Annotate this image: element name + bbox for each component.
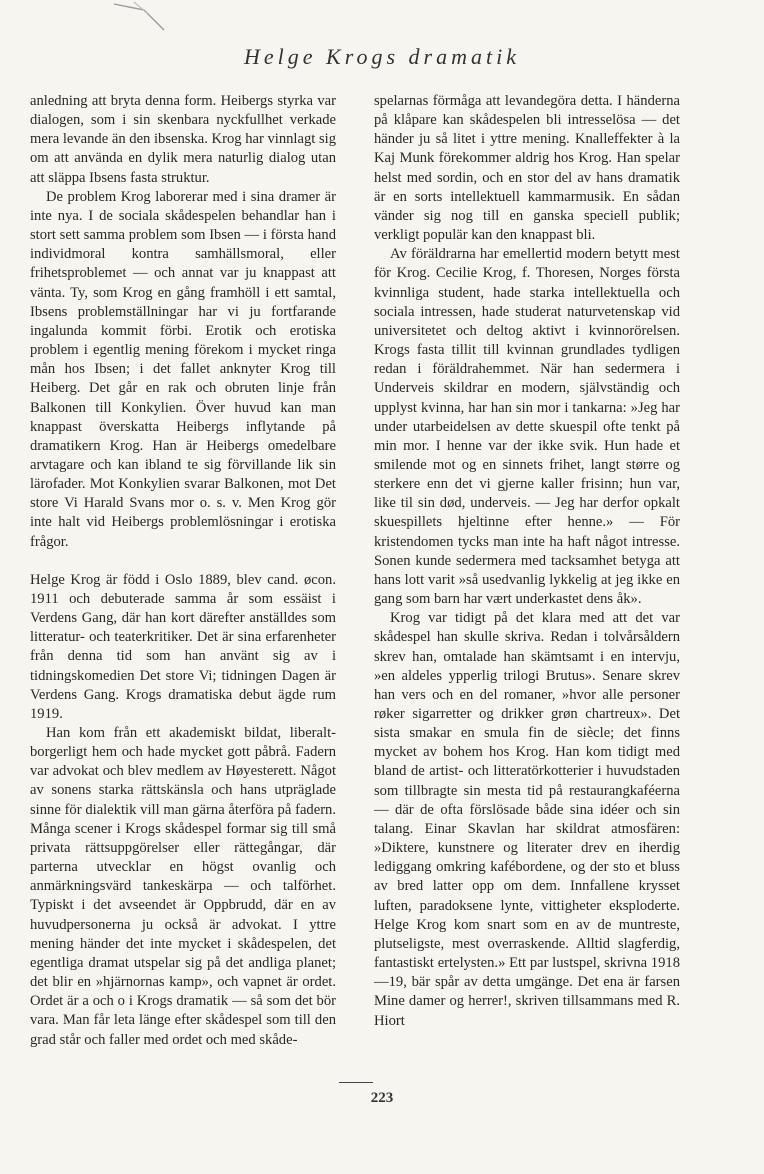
right-paragraph-2: Av föräldrarna har emellertid modern betytt mest för Krog. Cecilie Krog, f. Thoresen, Norges första kvinnliga student, hade starka intellektuella och sociala intressen, hade studerat naturvetenskap vid universitetet och deltog aktivt i kvinnorörelsen. Krogs fasta tillit till kvinnan grundlades tydligen redan i föräldrahemmet. När han sedermera i Underveis skildrar en modern, självständig och upplyst kvinna, har han sin mor i tankarna: »Jeg har under utarbeidelsen av dette skuespil ofte tenkt på min mor. I henne var der ikke svik. Hun hade et smilende mot og en sinnets frihet, langt større og sterkere enn det vi gjerne kaller frisinn; hun var, like til sin død, underveis. — Jeg har derfor opkalt skuespillets hjeltinne efter henne.» — För kristendomen tycks man inte ha haft något intresse. Sonen kunde sedermera med tacksamhet betyga att hans lott varit »så usedvanlig lykkelig at jeg ikke en gang som barn har vært underkastet dens åk». (374, 246, 680, 608)
footer-rule (339, 1082, 373, 1083)
left-paragraph-1: anledning att bryta denna form. Heibergs styrka var dialogen, som i sin skenbara nyckfullhet verkade mera levande än den ibsenska. Krog har vinnlagt sig om att använda en dylik mera naturlig dialog utan att släppa Ibsens fasta struktur. (30, 93, 336, 186)
running-header: Helge Krogs dramatik (244, 44, 520, 69)
left-column (30, 92, 336, 1050)
scan-mark-icon (104, 0, 184, 40)
left-paragraph-2: De problem Krog laborerar med i sina dramer är inte nya. I de sociala skådespelen behandlar han i stort sett samma problem som Ibsen — i första hand individmoral kontra samhällsmoral, eller frihetsproblemet — och annat var ju knappast att vänta. Ty, som Krog en gång framhöll i ett samtal, Ibsens problemställningar har vi ju fortfarande ingalunda kommit förbi. Erotik och erotiska problem i egentlig mening förekom i mycket ringa mån hos Ibsen; i det fallet anknyter Krog till Heiberg. Det går en rak och obruten linje från Balkonen till Konkylien. Över huvud kan man knappast överskatta Heibergs inflytande på dramatikern Krog. Han är Heibergs omedelbare arvtagare och kan ibland te sig förvillande lik sin lärofader. Mot Konkylien svarar Balkonen, mot Det store Vi Harald Svans mor o. s. v. Men Krog gör inte halt vid Heibergs problemlösningar i erotiska frågor. (30, 188, 336, 550)
page-number: 223 (370, 1090, 394, 1106)
right-paragraph-3: Krog var tidigt på det klara med att det var skådespel han skulle skriva. Redan i tolvårsåldern skrev han, omtalade han skämtsamt i en intervju, »en aldeles ypperlig trilogi Brutus». Senare skrev han vers och en del romaner, »hvor alle personer røker sigarretter og drikker grøn chartreux». Det sista smakar en smula fin de siècle; det finns mycket av bohem hos Krog. Han kom tidigt med bland de artist- och litteratörkotterier i huvudstaden som tillbragte sin mesta tid på restaurangkaféerna — där de ofta förslösade både sina idéer och sin talang. Einar Skavlan har skildrat atmosfären: »Diktere, kunstnere og literater drev en iherdig lediggang omkring kafébordene, og der sto et bluss av bred latter opp om dem. Innfallene krysset luften, paradoksene lynte, vittigheter eksploderte. Helge Krog kom snart som en av de muntreste, plutseligste, mest overraskende. Alltid slagferdig, fantastiskt ertelysten.» Ett par lustspel, skrivna 1918—19, bär spår av detta umgänge. Det ena är farsen Mine damer og herrer!, skriven tillsammans med R. Hiort (374, 610, 680, 1029)
left-paragraph-4: Han kom från ett akademiskt bildat, liberalt-borgerligt hem och hade mycket gott påbrå. Fadern var advokat och blev medlem av Høyesterett. Något av sonens starka rättskänsla och hans utpräglade sinne för dialektik vill man gärna återföra på fadern. Många scener i Krogs skådespel formar sig till små privata rättsuppgörelser eller rättegångar, där parterna utvecklar en högst ovanlig och anmärkningsvärd tankeskärpa — och talförhet. Typiskt i det avseendet är Oppbrudd, där en av huvudpersonerna ju också är advokat. I yttre mening händer det inte mycket i skådespelen, det egentliga dramat utspelar sig på det andliga planet; det blir en »hjärnornas kamp», och vapnet är ordet. Ordet är a och o i Krogs dramatik — så som det bör vara. Man får leta länge efter skådespel som till den grad står och faller med ordet och med skåde- (30, 725, 336, 1048)
right-paragraph-1: spelarnas förmåga att levandegöra detta. I händerna på klåpare kan skådespelen bli intresselösa — det händer ju så litet i yttre mening. Knalleffekter à la Kaj Munk förekommer aldrig hos Krog. Han spelar helst med sordin, och en stor del av hans dramatik är en sorts intellektuell kammarmusik. En sådan vänder sig nog till en ganska speciell publik; verkligt populär kan den knappast bli. (374, 93, 680, 244)
left-paragraph-3: Helge Krog är född i Oslo 1889, blev cand. øcon. 1911 och debuterade samma år som essäist i Verdens Gang, där han kort därefter anställdes som litteratur- och teaterkritiker. Det är sina erfarenheter från denna tid som han använt sig av i tidningskomedien Det store Vi; tidningen Dagen är Verdens Gang. Krogs dramatiska debut ägde rum 1919. (30, 571, 336, 722)
right-column (374, 92, 680, 1031)
